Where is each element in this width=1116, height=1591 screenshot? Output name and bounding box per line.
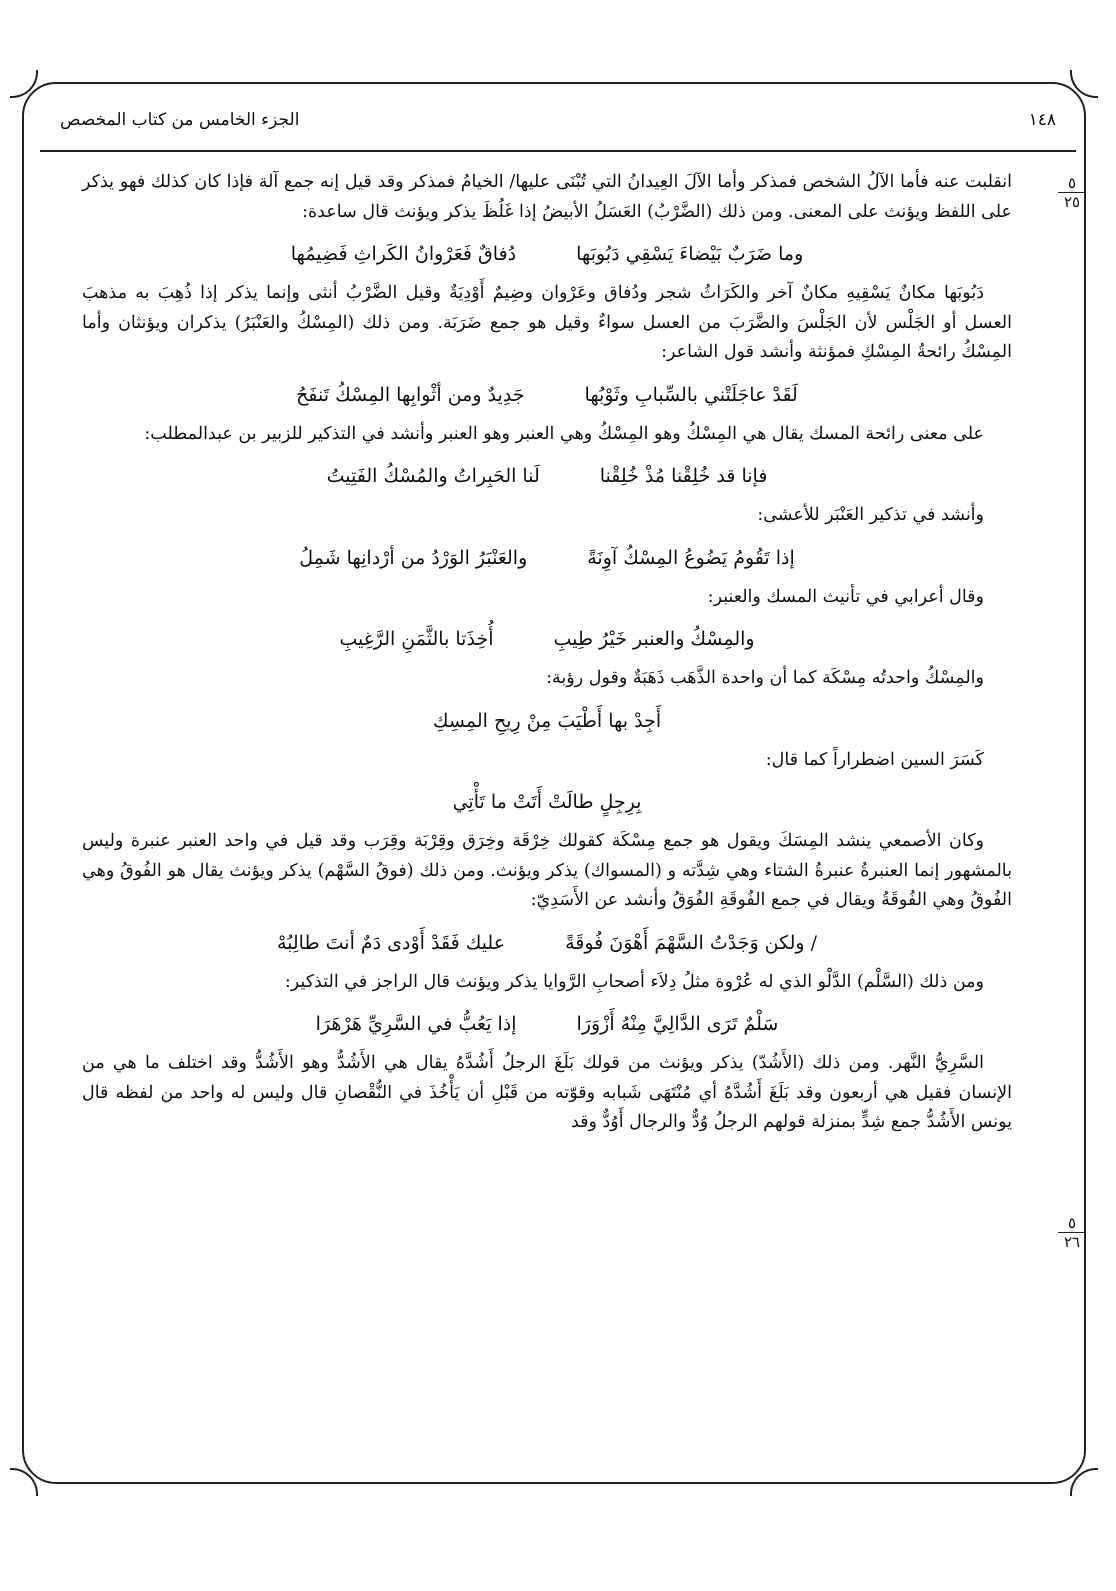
verse <box>82 1009 1012 1039</box>
verse-first-hemistich: وما ضَرَبٌ بَيْضاءَ يَسْقِي دَبُوبَها <box>576 243 804 265</box>
paragraph: والمِسْكُ واحدتُه مِسْكَة كما أن واحدة الذَّهَب ذَهَبَةٌ وقول رؤبة: <box>546 668 984 688</box>
verse-second-hemistich: والعَنْبَرُ الوَرْدُ من أرْدانِها شَمِلُ <box>299 546 528 569</box>
book-title: الجزء الخامس من كتاب المخصص <box>60 110 300 130</box>
border-corner <box>10 70 38 98</box>
verse-first-hemistich: / ولكن وَجَدْتُ السَّهْمَ أَهْوَنَ فُوقَةً <box>565 931 818 954</box>
paragraph: وكان الأصمعي ينشد المِسَكَ ويقول هو جمع مِسْكَة كقولك خِرْقَة وخِرَق وقِرْبَة وقِرَب وقد قيل في واحد العنبر عنبرة وليس بالمشهور إنما العنبرةُ عنبرةُ الشتاء وهي شِدَّته و (المسواك) يذكر ويؤنث. ومن ذلك (فوقُ السَّهْم) يذكر ويؤنث يقال هو الفُوقُ وهي الفُوقُ وهي الفُوقَةُ ويقال في جمع الفُوقَةِ الفُوَقُ وأنشد عن الأَسَدِيّ: <box>82 831 1012 910</box>
verse-second-hemistich: عليك فَقَدْ أَوْدى دَمٌ أنتَ طالِبُهْ <box>276 931 506 954</box>
header-divider <box>40 150 1076 152</box>
paragraph: كَسَرَ السين اضطراراً كما قال: <box>765 749 984 770</box>
verse-second-hemistich: لَنا الحَبِراتُ والمُسْكُ الفَتِيتُ <box>326 465 540 487</box>
verse-second-hemistich: جَدِيدٌ ومن أثْوابِها المِسْكُ تَنفَحُ <box>296 383 525 406</box>
border-corner <box>1070 70 1098 98</box>
paragraph: دَبُوبَها مكانٌ يَسْقِيهِ مكانٌ آخر والكَرَاثُ شجر ودُفاق وعَرْوان وضِيمٌ أَوْدِيَةٌ وقيل الضَّرْبُ أنثى وإنما يذكر إذا ذُهِبَ به مذهبَ العسل أو الجَلْس لأن الجَلْسَ والضَّرَبَ من العسل سواءٌ وقيل هو جمع ضَرَبَة. ومن ذلك (المِسْكُ والعَنْبَرُ) يذكران ويؤنثان وأما المِسْكُ رائحةُ المِسْكِ فمؤنثة وأنشد قول الشاعر: <box>82 283 1012 362</box>
margin-marker: ٥ ٢٥ <box>1058 175 1086 210</box>
verse-first-hemistich: إذا تَقُومُ يَضُوعُ المِسْكُ آوِنَةً <box>587 546 795 569</box>
verse <box>82 239 1012 269</box>
page-header <box>60 100 1056 140</box>
verse <box>82 706 1012 736</box>
paragraph: ومن ذلك (السَّلْم) الدَّلْو الذي له عُرْوة مثلُ دِلاَء أصحابِ الرَّوايا يذكر ويؤنث قال الراجز في التذكير: <box>284 971 984 992</box>
verse <box>82 380 1012 410</box>
paragraph: وأنشد في تذكير العَنْبَر للأعشى: <box>757 505 984 525</box>
border-corner <box>10 1468 38 1496</box>
page-number: ١٤٨ <box>1028 110 1056 130</box>
verse-line: بِرِجِلٍ طالَتْ أَتَتْ ما تَأْتِي <box>452 791 642 813</box>
verse-first-hemistich: لَقَدْ عاجَلَتْني بالسِّبابِ وثَوْبُها <box>584 383 798 406</box>
paragraph: على معنى رائحة المسك يقال هي المِسْكُ وهو المِسْكُ وهي العنبر وهو العنبر وأنشد في التذكير للزبير بن عبدالمطلب: <box>144 423 984 444</box>
verse-first-hemistich: والمِسْكُ والعنبر خَيْرُ طِيبِ <box>553 628 755 650</box>
verse-first-hemistich: فإنا قد خُلِقْنا مُذْ خُلِقْنا <box>599 465 768 487</box>
margin-marker: ٥ ٢٦ <box>1058 1215 1086 1250</box>
verse-second-hemistich: أُخِذَتا بالثَّمَنِ الرَّغِيبِ <box>339 628 494 650</box>
border-corner <box>1070 1468 1098 1496</box>
verse <box>82 543 1012 573</box>
verse <box>82 928 1012 958</box>
verse-second-hemistich: إذا يَعُبُّ في السَّرِيِّ هَرْهَرَا <box>315 1013 517 1035</box>
verse-line: أَجِدْ بها أَطْيَبَ مِنْ رِيحِ المِسِكِ <box>432 709 662 732</box>
verse <box>82 461 1012 491</box>
paragraph: انقلبت عنه فأما الآلُ الشخص فمذكر وأما الآلَ العِيدانُ التي تُبْنَى عليها/ الخيامُ فمذكر وقد قيل إنه جمع آلة فإذا كان كذلك فهو يذكر على اللفظ ويؤنث على المعنى. ومن ذلك (الضَّرْبُ) العَسَلُ الأبيضُ إذا غَلُظَ يذكر ويؤنث قال ساعدة: <box>82 172 1012 222</box>
verse-second-hemistich: دُفاقٌ فَعَرْوانُ الكَراثِ فَضِيمُها <box>290 243 517 265</box>
paragraph: وقال أعرابي في تأنيث المسك والعنبر: <box>707 586 984 607</box>
verse <box>82 624 1012 654</box>
paragraph: السَّرِيُّ النَّهر. ومن ذلك (الأَشُدّ) يذكر ويؤنث من قولك بَلَغَ الرجلُ أَشُدَّهُ يقال هي الأَشُدُّ وهو الأَشُدُّ وقد اختلف ما هي من الإنسان فقيل هي أربعون وقد بَلَغَ أَشُدَّهُ أي مُنْتَهَى شَبابه وقوّته من قَبْلِ أن يَأْخُذَ في النُّقْصانِ قال وليس له واحد من لفظه قال يونس الأَشُدُّ جمع شِدٍّ بمنزلة قولهم الرجلُ وُدٌّ والرجال أَوُدٌّ وقد <box>82 1053 1012 1132</box>
verse-first-hemistich: سَلْمٌ تَرَى الدَّالِيَّ مِنْهُ أَزْوَرَا <box>576 1013 779 1035</box>
page-body <box>82 168 1012 1141</box>
verse <box>82 787 1012 817</box>
